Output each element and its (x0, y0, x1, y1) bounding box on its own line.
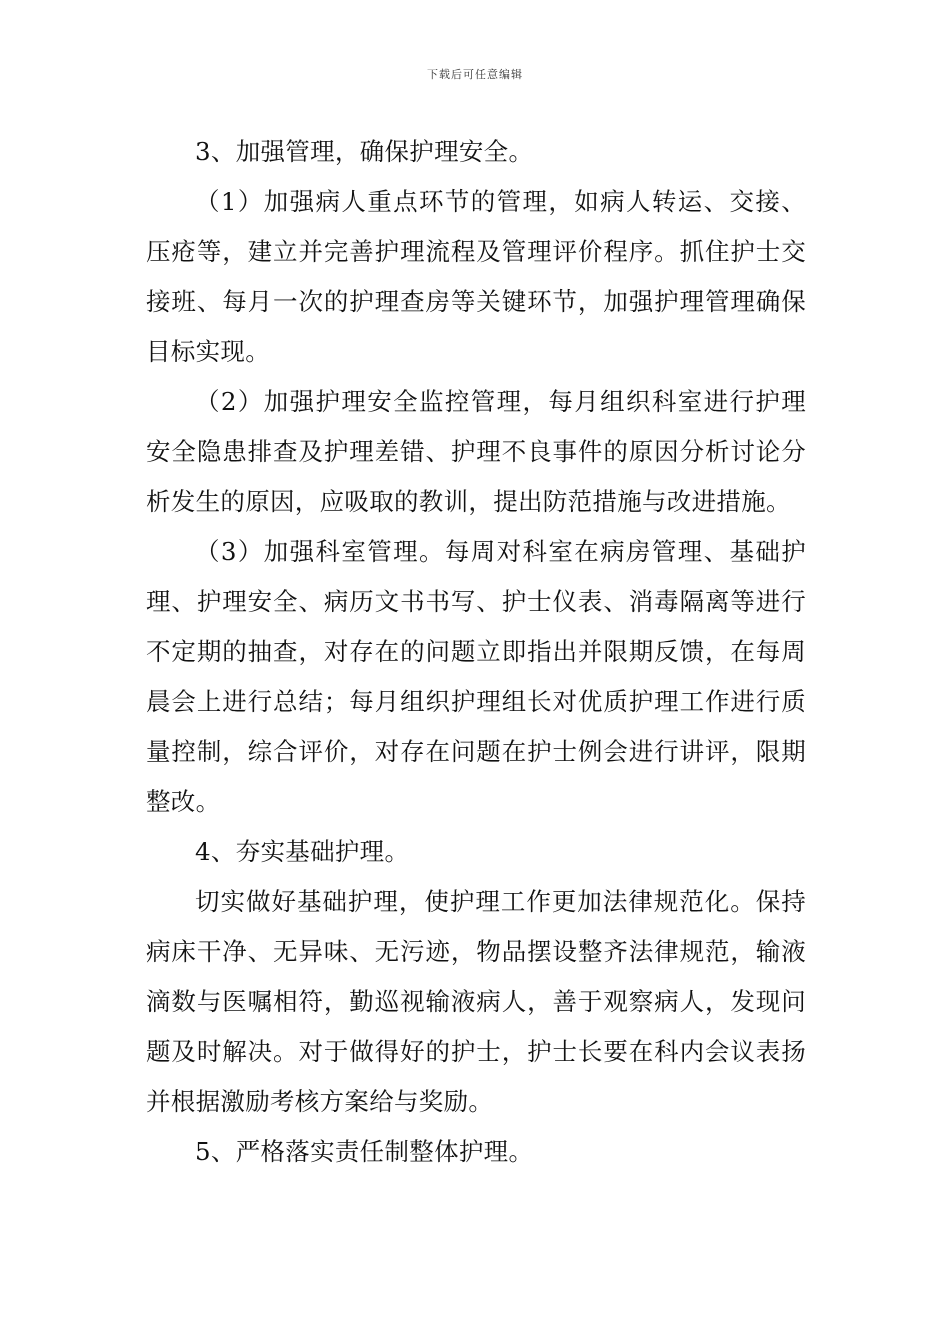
section-heading-5: 5、严格落实责任制整体护理。 (195, 1137, 534, 1166)
paragraph-3-1: （1）加强病人重点环节的管理，如病人转运、交接、压疮等，建立并完善护理流程及管理评价程序。抓住护士交接班、每月一次的护理查房等关键环节，加强护理管理确保目标实现。 (146, 187, 806, 366)
page-header: 下载后可任意编辑 (427, 68, 523, 81)
section-heading-4: 4、夯实基础护理。 (195, 837, 410, 866)
paragraph-3-2: （2）加强护理安全监控管理，每月组织科室进行护理安全隐患排查及护理差错、护理不良事件的原因分析讨论分析发生的原因，应吸取的教训，提出防范措施与改进措施。 (146, 387, 806, 516)
paragraph-4: 切实做好基础护理，使护理工作更加法律规范化。保持病床干净、无异味、无污迹，物品摆设整齐法律规范，输液滴数与医嘱相符，勤巡视输液病人，善于观察病人，发现问题及时解决。对于做得好的护士，护士长要在科内会议表扬并根据激励考核方案给与奖励。 (146, 887, 806, 1116)
section-heading-3: 3、加强管理，确保护理安全。 (195, 137, 534, 166)
paragraph-3-3: （3）加强科室管理。每周对科室在病房管理、基础护理、护理安全、病历文书书写、护士仪表、消毒隔离等进行不定期的抽查，对存在的问题立即指出并限期反馈，在每周晨会上进行总结；每月组织护理组长对优质护理工作进行质量控制，综合评价，对存在问题在护士例会进行讲评，限期整改。 (146, 537, 806, 816)
document-body (146, 127, 806, 1177)
